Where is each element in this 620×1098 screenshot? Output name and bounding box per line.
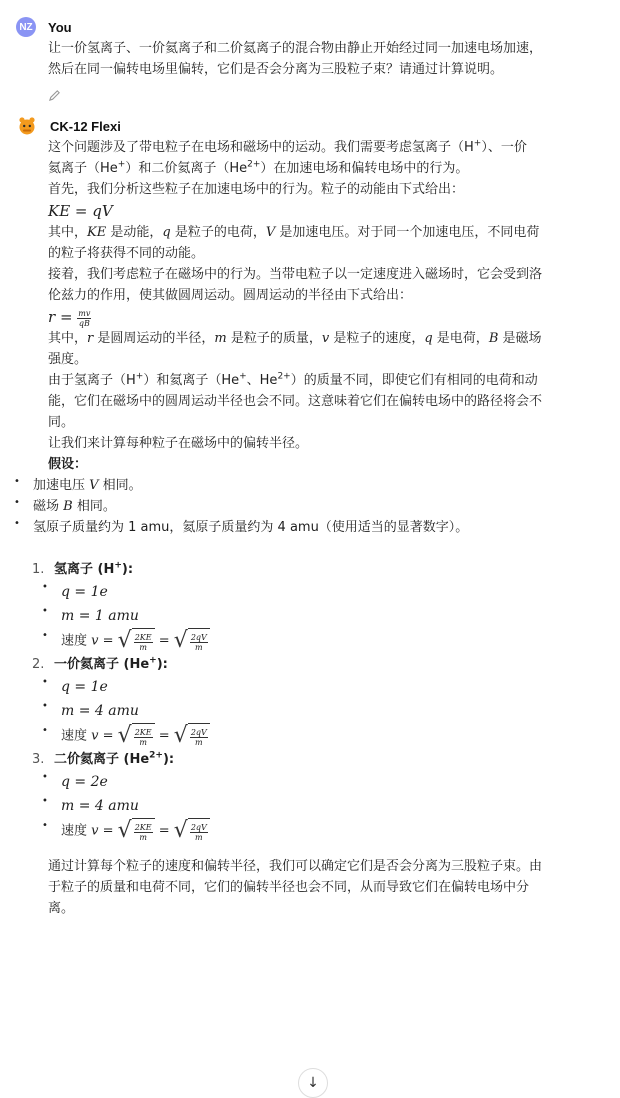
radius-equation: r = $\frac{mv}{qB}$ [48,308,91,328]
calculation-intro: 让我们来计算每种粒子在磁场中的偏转半径。 [48,436,309,451]
list-item: • 磁场 B 相同。 [20,496,608,517]
scroll-down-button[interactable] [298,1068,328,1098]
list-item: • 加速电压 V 相同。 [20,475,608,496]
kinetic-energy-paragraph: 首先，我们分析这些粒子在加速电场中的行为。粒子的动能由下式给出： [48,182,465,197]
kinetic-energy-explanation: 其中，KE 是动能，q 是粒子的电荷，V 是加速电压。对于同一个加速电压，不同电荷 的粒子将获得不同的动能。 [48,225,540,261]
kinetic-energy-equation: KE = qV [48,202,113,220]
particle-properties [48,675,608,749]
user-text-line-2: 然后在同一偏转电场里偏转，它们是否会分离为三股粒子束？请通过计算说明。 [48,62,504,77]
speed-formula: • 速度 v = √ $\frac{2KE}{m}$ = √ $\frac{2qV}{m}$ [48,818,608,844]
magnetic-field-paragraph: 接着，我们考虑粒子在磁场中的行为。当带电粒子以一定速度进入磁场时，它会受到洛 伦兹力的作用，使其做圆周运动。圆周运动的半径由下式给出： [48,267,543,303]
flexi-mascot-icon [16,115,38,137]
mass-value: • m = 1 amu [48,604,608,628]
list-item: • 氢原子质量约为 1 amu，氦原子质量约为 4 amu（使用适当的显著数字）。 [20,517,608,538]
speed-formula: • 速度 v = √ $\frac{2KE}{m}$ = √ $\frac{2qV}{m}$ [48,628,608,654]
charge-value: • q = 2e [48,770,608,794]
bot-message [16,115,608,919]
particle-title: 3. 二价氦离子 $(He^{2+})$: [32,750,175,767]
particle-properties [48,580,608,654]
particle-item [32,749,608,844]
intro-paragraph: 这个问题涉及了带电粒子在电场和磁场中的运动。我们需要考虑氢离子（H+）、一价 氦离子（He+）和二价氦离子$(He^{2+})$在加速电场和偏转电场中的行为。 [48,138,527,176]
user-text-line-1: 让一价氢离子、一价氦离子和二价氦离子的混合物由静止开始经过同一加速电场加速， [48,41,543,56]
bot-name: CK-12 Flexi [50,118,121,134]
particle-properties [48,770,608,844]
user-name: You [48,19,72,35]
particle-list [32,559,608,844]
particle-title: 2. 一价氦离子 (He+): [32,655,168,672]
particle-item [32,654,608,749]
charge-value: • q = 1e [48,675,608,699]
conclusion-paragraph: 通过计算每个粒子的速度和偏转半径，我们可以确定它们是否会分离为三股粒子束。由 于粒子的质量和电荷不同，它们的偏转半径也会不同，从而导致它们在偏转电场中分 离。 [48,859,543,916]
pencil-icon[interactable] [48,88,608,109]
mass-difference-paragraph: 由于氢离子（H+）和氦离子（He+、$He^{2+}$）的质量不同，即使它们有相同的电荷和动 能，它们在磁场中的圆周运动半径也会不同。这意味着它们在偏转电场中的路径将会不 同。 [48,371,543,430]
user-message [16,16,608,109]
radius-explanation: 其中，r 是圆周运动的半径，m 是粒子的质量，v 是粒子的速度，q 是电荷，B 是磁场 强度。 [48,331,542,367]
assumptions-title: 假设： [48,457,88,472]
arrow-down-icon: ↓ [307,1075,319,1091]
user-avatar: NZ [16,17,36,37]
speed-formula: • 速度 v = √ $\frac{2KE}{m}$ = √ $\frac{2qV}{m}$ [48,723,608,749]
particle-item [32,559,608,654]
mass-value: • m = 4 amu [48,699,608,723]
mass-value: • m = 4 amu [48,794,608,818]
charge-value: • q = 1e [48,580,608,604]
particle-title: 1. 氢离子 (H+): [32,560,134,577]
assumptions-list [20,475,608,538]
